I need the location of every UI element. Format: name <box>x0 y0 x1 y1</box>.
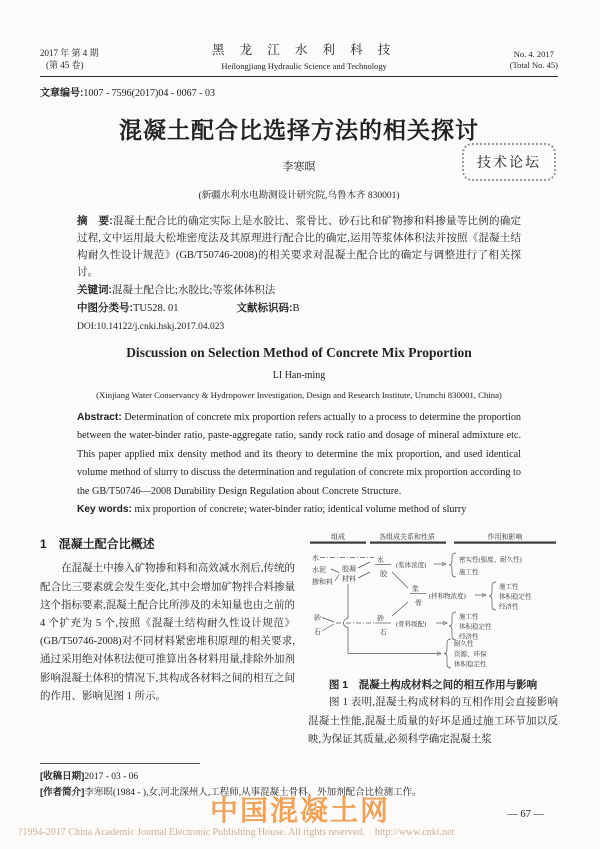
keywords-en-text: mix proportion of concrete; water-binder ratio; identical volume method of slurry <box>134 504 467 516</box>
fig-header-bar <box>370 542 446 544</box>
after-figure-paragraph: 图 1 表明,混凝土构成材料的互相作用会直接影响混凝土性能,混凝土质量的好坏是通过施工环节加以反映,为保证其质量,必须科学确定混凝土浆 <box>308 697 558 745</box>
issue-line2: (第 45 卷) <box>46 60 84 70</box>
fig-header-bar <box>310 542 366 544</box>
clc-label: 中图分类号: <box>77 302 133 314</box>
abstract-cn-label: 摘 要: <box>77 215 113 227</box>
section-1-paragraph: 在混凝土中掺入矿物掺和料和高效减水剂后,传统的配合比三要素就会发生变化,其中会增加矿物拌合料掺量这个指标要素,混凝土配合比所涉及的未知量也由之前的 4 个扩充为 5 个,按照《混凝土结构耐久性设计规范》(GB/T50746-2008)对不同材料紧密堆积原理的相关要求,通过采用绝对体积法便可推算出各材料用量,排除外加剂影响混凝土体积的情况下,其构成各材料之间的相互之间的作用、影响见图 1 所示。 <box>40 563 295 702</box>
figure-1-diagram <box>308 531 558 673</box>
clc <box>77 300 179 317</box>
affiliation-en: (Xinjiang Water Conservancy & Hydropower Investigation, Design and Research Institute, Urumchi 830001, China) <box>96 390 502 400</box>
journal-header <box>40 40 558 77</box>
fig-frac2-bottom: 骨 <box>415 599 422 608</box>
paper-title-en: Discussion on Selection Method of Concrete Mix Proportion <box>126 345 472 360</box>
journal-name-en: Heilongjiang Hydraulic Science and Technology <box>221 61 387 71</box>
fig-node-binder-line2: 材料 <box>342 575 356 584</box>
fig-node-stone: 石 <box>314 628 321 637</box>
journal-name-cn: 黑 龙 江 水 利 科 技 <box>211 43 397 57</box>
fig-out1-item: 施工性 <box>459 569 479 577</box>
right-column <box>308 531 558 749</box>
journal-number-info <box>510 49 558 71</box>
no-line2: (Total No. 45) <box>509 60 558 70</box>
received-date-line <box>40 769 558 785</box>
fig-frac1-top: 水 <box>377 556 384 565</box>
abstract-cn-block <box>77 213 521 336</box>
fig-node-water: 水 <box>312 554 319 563</box>
fig-out2-item: 施工性 <box>499 583 519 591</box>
cnki-watermark: 中国混凝土网 <box>209 796 390 827</box>
doc-code-label: 文献标识码: <box>236 302 293 314</box>
fig-node-sand: 砂 <box>314 614 321 623</box>
keywords-cn <box>77 282 521 299</box>
fig-label-aggregate-gradation: (骨料级配) <box>396 621 427 629</box>
fig-node-cement: 水泥 <box>312 566 326 575</box>
abstract-en-block <box>77 409 521 519</box>
fig-label-mixture-concentration: (拌和物浓度) <box>429 593 466 601</box>
materials-interaction-diagram <box>308 531 558 673</box>
received-date-value: 2017 - 03 - 06 <box>84 772 139 783</box>
doi-line: DOI:10.14122/j.cnki.hskj.2017.04.023 <box>77 322 225 332</box>
fig-out3-item: 体积稳定性 <box>459 623 492 631</box>
figure-1-caption: 图 1 混凝土构成材料之间的相互作用与影响 <box>328 679 538 692</box>
fig-header-effects: 作用和影响 <box>487 533 523 542</box>
paper-title-cn: 混凝土配合比选择方法的相关探讨 <box>119 117 479 143</box>
section-1-heading: 1 混凝土配合比概述 <box>40 537 155 552</box>
fig-node-admixture: 掺和料 <box>312 578 333 587</box>
clc-value: TU528. 01 <box>133 303 179 314</box>
abstract-cn-text: 混凝土配合比的确定实际上是水胶比、浆骨比、砂石比和矿物掺和料掺量等比例的确定过程,文中运用最大松堆密度法及其原理进行配合比的确定,运用等浆体体积法并按照《混凝土结构耐久性设计规范》(GB/T50746-2008)的相关要求对混凝土配合比的确定与调整进行了相关探讨。 <box>77 216 522 278</box>
fig-out1-item: 密实性(强度、耐久性) <box>459 556 522 564</box>
received-date-label: [收稿日期] <box>40 771 85 783</box>
footnote-divider <box>40 763 200 764</box>
fig-frac1-bottom: 胶 <box>380 570 387 579</box>
author-bio-label: [作者简介] <box>40 787 85 799</box>
two-column-body <box>40 531 558 749</box>
page-number: — 67 — <box>507 809 544 821</box>
author-en: LI Han-ming <box>272 370 326 381</box>
column-badge: 技术论坛 <box>462 143 556 181</box>
abstract-en-label: Abstract: <box>77 412 122 423</box>
fig-node-binder-line1: 胶凝 <box>342 565 356 574</box>
fig-frac3-bottom: 石 <box>380 628 387 637</box>
no-line1: No. 4. 2017 <box>513 49 554 59</box>
fig-header-composition: 组成 <box>331 533 345 542</box>
fig-header-relations: 各组成关系和性质 <box>379 533 435 542</box>
doc-code <box>237 300 300 317</box>
fig-out3-item: 施工性 <box>459 613 479 621</box>
keywords-cn-label: 关键词: <box>77 284 112 296</box>
fig-label-slurry-concentration: (浆体浓度) <box>396 562 427 570</box>
abstract-en-text: Determination of concrete mix proportion refers actually to a process to determine the proportion between the water-binder ratio, paste-aggregate ratio, sandy rock ratio and dosage of mineral admixture etc. This paper applied mix density method and its theory to determine the mix proportion, and used identical volume method of slurry to discuss the determination and regulation of concrete mix proportion according to the GB/T50746—2008 Durability Design Regulation about Concrete Structure. <box>77 412 522 497</box>
fig-frac2-top: 浆 <box>412 585 419 594</box>
fig-out4-item: 资源、环保 <box>454 651 487 659</box>
author-bio-text: 李寒暝(1984 - ),女,河北深州人,工程师,从事混凝土骨料、外加剂配合比检测工作。 <box>84 788 422 799</box>
article-number-label: 文章编号: <box>40 88 84 99</box>
fig-header-bar <box>454 542 556 544</box>
journal-name <box>99 40 510 71</box>
article-number-line <box>40 84 558 99</box>
fig-out3-item: 经济性 <box>459 633 479 641</box>
fig-out2-item: 体积稳定性 <box>499 593 532 601</box>
fig-out4-item: 体积稳定性 <box>454 661 487 669</box>
fig-out2-item: 经济性 <box>499 603 519 611</box>
article-number-value: 1007 - 7596(2017)04 - 0067 - 03 <box>83 88 215 99</box>
keywords-cn-text: 混凝土配合比;水胶比;等浆体体积法 <box>112 285 276 296</box>
fig-frac3-top: 砂 <box>377 614 384 623</box>
affiliation-cn: (新疆水利水电勘测设计研究院,乌鲁木齐 830001) <box>198 191 400 201</box>
clc-line <box>77 300 521 317</box>
issue-line1: 2017 年 第 4 期 <box>40 48 99 58</box>
doc-code-value: B <box>292 303 300 314</box>
fig-out4-item: 耐久性 <box>454 640 474 648</box>
abstract-cn <box>77 213 521 281</box>
author-cn: 李寒暝 <box>282 161 316 173</box>
keywords-en-label: Key words: <box>77 504 132 516</box>
left-column <box>40 531 295 749</box>
journal-issue-info <box>40 47 99 71</box>
copyright-line: ?1994-2017 China Academic Journal Electronic Publishing House. All rights reserved. http://www.cnki.net <box>18 827 455 838</box>
